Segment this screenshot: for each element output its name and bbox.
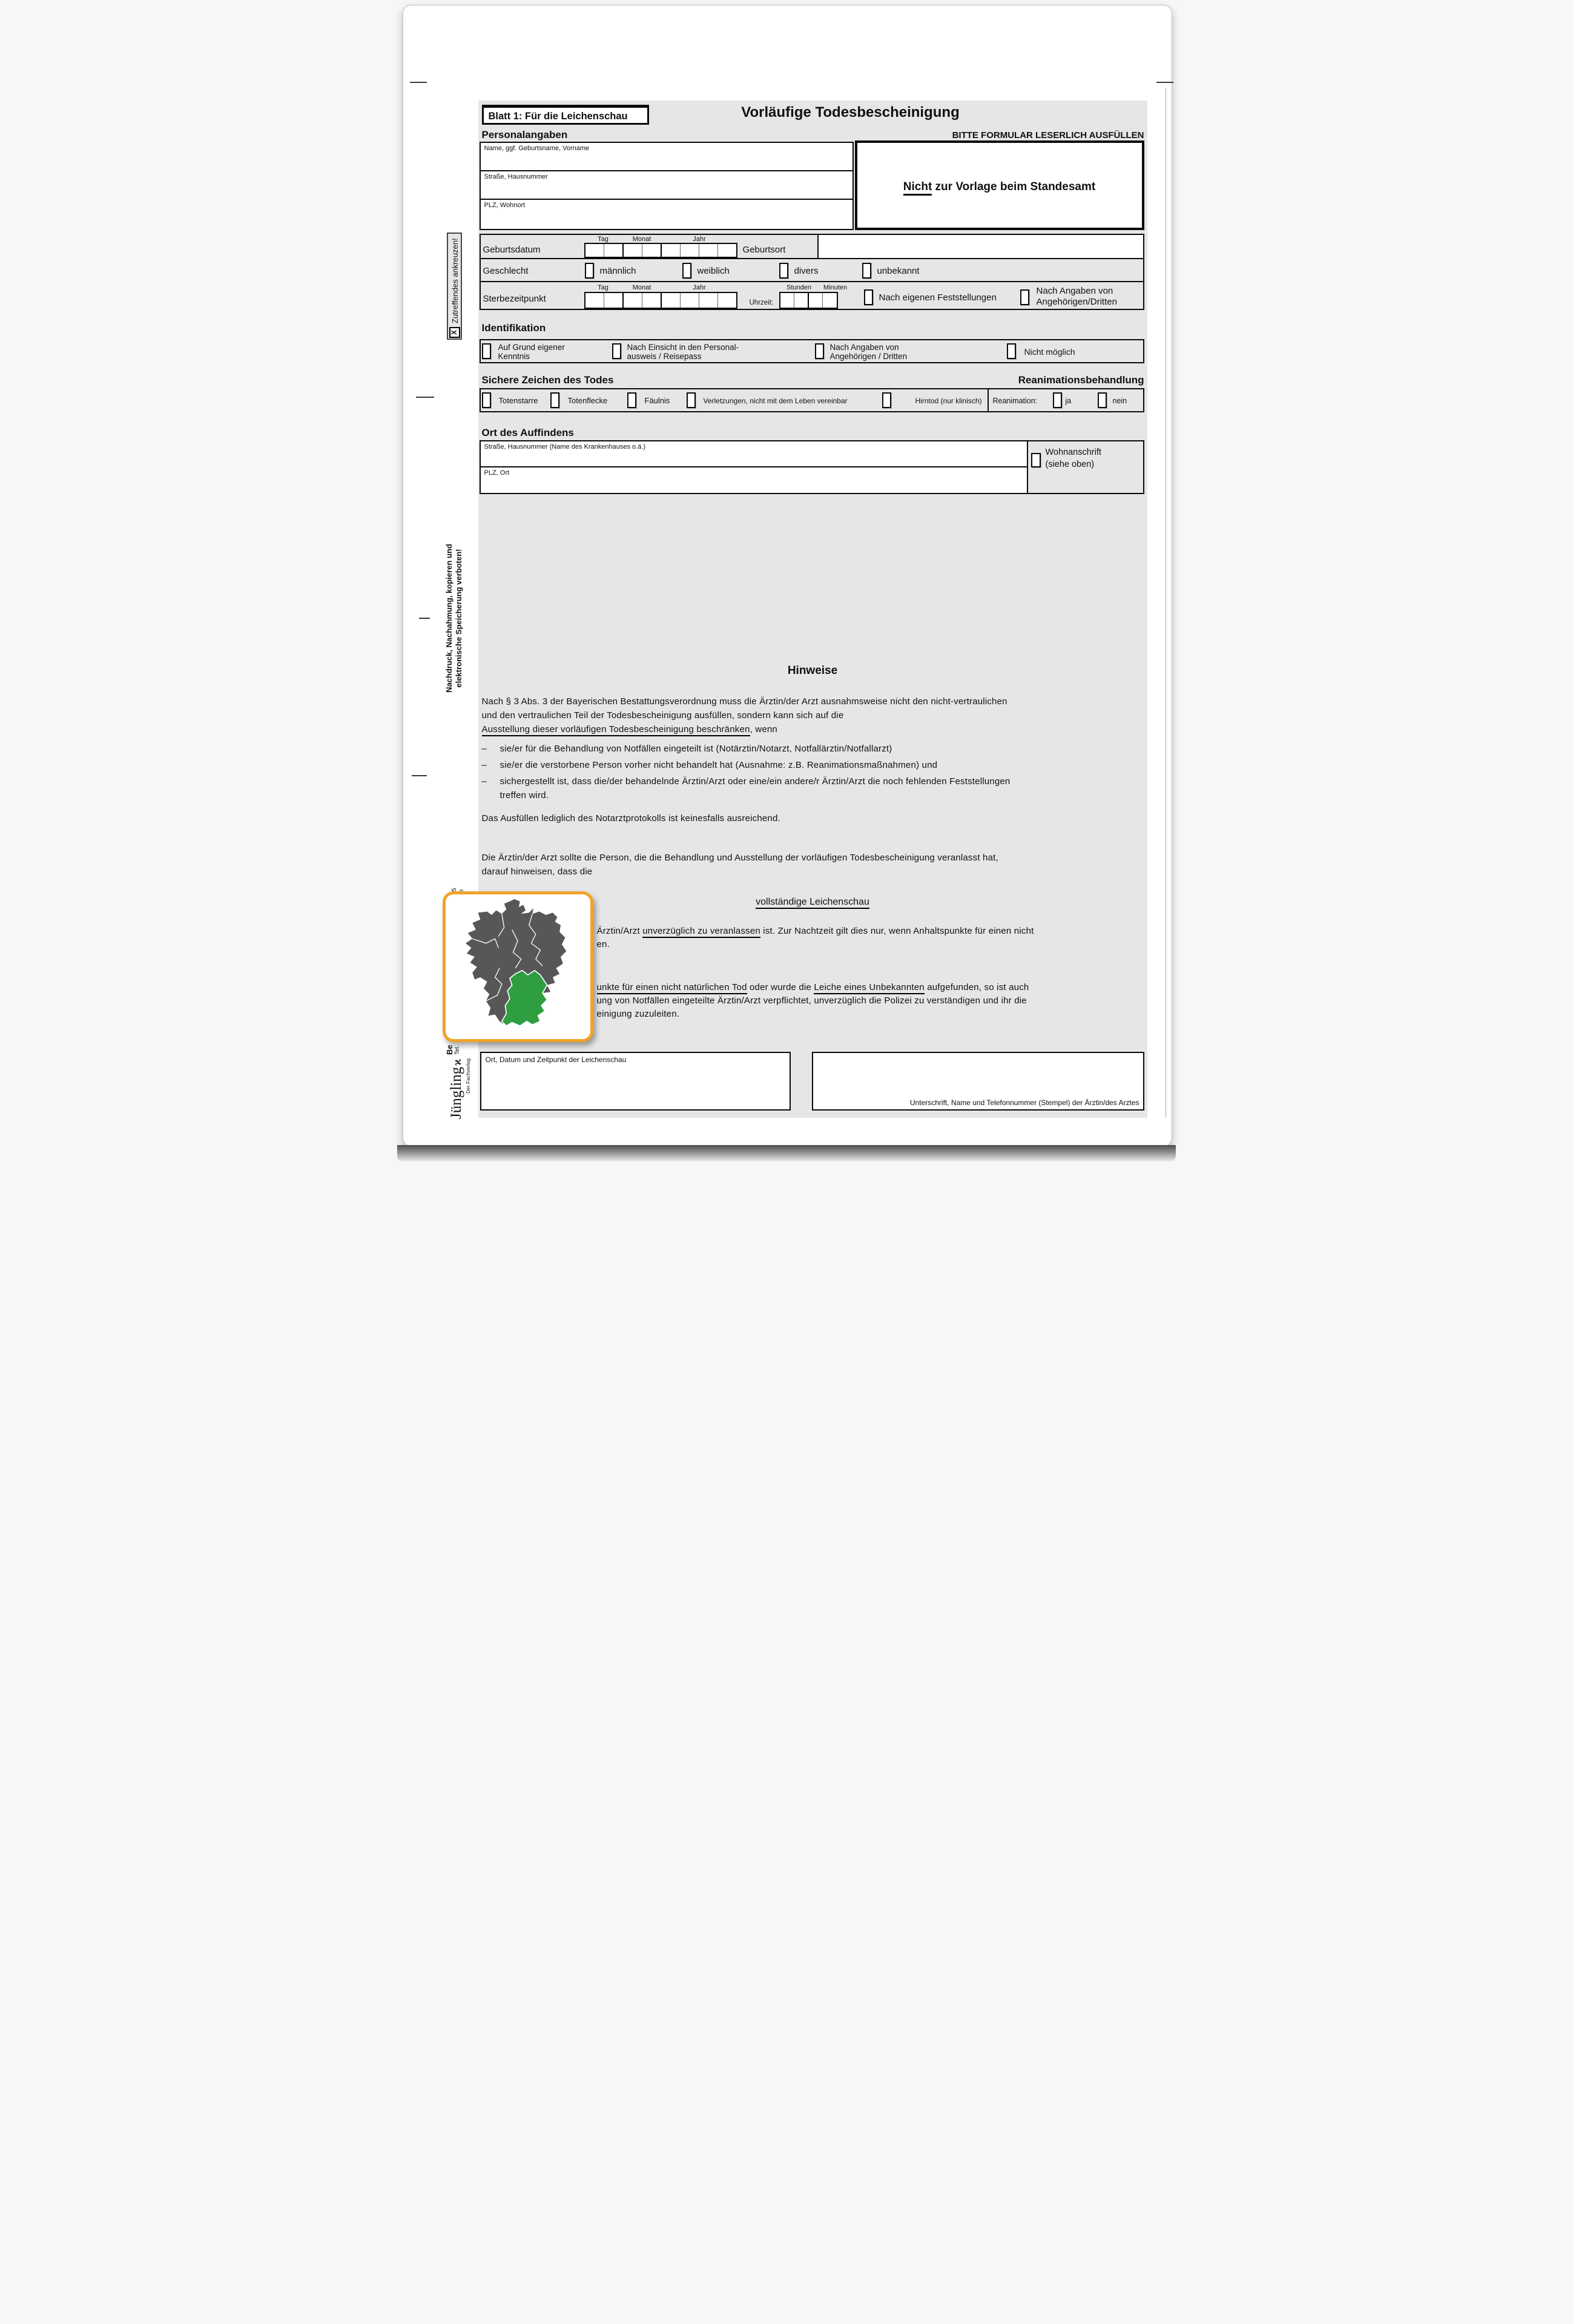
checkbox-maennlich[interactable] [585, 263, 594, 279]
section-personalangaben: Personalangaben [481, 129, 568, 140]
ident-option-label: Nach Angaben von [829, 343, 899, 352]
date-digit-cell[interactable] [662, 293, 681, 308]
name-field[interactable] [480, 142, 854, 171]
death-time-row [480, 281, 1144, 310]
name-field-label: Name, ggf. Geburtsname, Vorname [484, 145, 590, 152]
x-mark-icon: X [449, 327, 460, 338]
birthplace-label: Geburtsort [742, 245, 786, 255]
birthdate-row [480, 234, 1144, 259]
section-reanimationsbehandlung: Reanimationsbehandlung [1018, 374, 1144, 386]
signature-label: Unterschrift, Name und Telefonnummer (Stempel) der Ärztin/des Arztes [909, 1098, 1139, 1107]
section-sichere-zeichen: Sichere Zeichen des Todes [481, 374, 614, 386]
notes-line [482, 724, 777, 735]
death-time-label: Sterbezeitpunkt [483, 294, 546, 304]
checkbox-divers[interactable] [779, 263, 788, 279]
bavaria-logo [443, 891, 593, 1042]
time-digit-cell[interactable] [823, 293, 836, 308]
page-title: Vorläufige Todesbescheinigung [741, 104, 960, 120]
city-field-label: PLZ, Wohnort [484, 202, 526, 209]
time-digit-cell[interactable] [780, 293, 794, 308]
ident-option-label: Angehörigen / Dritten [829, 352, 908, 361]
bottom-shadow [397, 1145, 1176, 1162]
findspot-street-field[interactable] [480, 440, 1028, 467]
wohnanschrift-label-line1: Wohnanschrift [1045, 447, 1101, 457]
checkbox-verletzungen[interactable] [687, 392, 696, 408]
checkbox-reanimation-ja[interactable] [1053, 392, 1062, 408]
sex-label: Geschlecht [483, 266, 529, 276]
section-identifikation: Identifikation [481, 322, 546, 334]
not-for-registry-text: zur Vorlage beim Standesamt [932, 180, 1096, 193]
notes-bullet: sie/er für die Behandlung von Notfällen eingeteilt ist (Notärztin/Notarzt, Notfallärztin/Notfallarzt) [500, 744, 892, 754]
sheet-label: Blatt 1: Für die Leichenschau [488, 111, 628, 122]
checkbox-totenstarre[interactable] [482, 392, 491, 408]
crop-mark [410, 82, 427, 83]
notes-line: Die Ärztin/der Arzt sollte die Person, die die Behandlung und Ausstellung der vorläufigen Todesbescheinigung veranlasst hat, [481, 853, 998, 863]
bullet-dash: – [481, 760, 487, 770]
date-digit-cell[interactable] [662, 244, 681, 257]
germany-map [455, 898, 580, 1036]
death-year-header: Jahr [693, 284, 706, 291]
time-label: Uhrzeit: [749, 299, 774, 306]
not-for-registry-box [855, 140, 1144, 230]
minutes-header: Minuten [823, 284, 848, 291]
reanimation-no-label: nein [1112, 397, 1127, 405]
copyright-note-line1: Nachdruck, Nachahmung, kopieren und [444, 544, 453, 693]
notes-text: ist. Zur Nachtzeit gilt dies nur, wenn Anhaltspunkte für einen nicht [760, 926, 1034, 936]
checkbox-reanimation-nein[interactable] [1098, 392, 1107, 408]
ident-option-label: Nicht möglich [1024, 347, 1075, 357]
publisher-contact-fragment: Tel. [453, 1045, 461, 1055]
time-digit-cell[interactable] [809, 293, 823, 308]
ident-option-label: Auf Grund eigener [498, 343, 565, 352]
birthdate-digit-strip[interactable] [584, 243, 737, 258]
sex-option-label: männlich [599, 266, 636, 276]
bullet-dash: – [481, 744, 487, 754]
publisher-name: Jüngling [447, 1066, 464, 1119]
notes-line-cut: ung von Notfällen eingeteilte Ärztin/Arzt verpflichtet, unverzüglich die Polizei zu verständigen und ihr die [596, 995, 1027, 1006]
birth-year-header: Jahr [693, 236, 706, 243]
checkbox-totenflecke[interactable] [550, 392, 559, 408]
date-digit-cell[interactable] [585, 293, 604, 308]
examination-place-field[interactable] [480, 1052, 791, 1111]
checkbox-by-relatives[interactable] [1020, 289, 1029, 305]
date-digit-cell[interactable] [604, 293, 624, 308]
date-digit-cell[interactable] [681, 293, 699, 308]
checkbox-faeulnis[interactable] [627, 392, 636, 408]
date-digit-cell[interactable] [681, 244, 699, 257]
date-digit-cell[interactable] [699, 293, 718, 308]
city-field[interactable] [480, 199, 854, 230]
publisher-tagline: Der Fachverlag [464, 1058, 471, 1094]
findspot-city-label: PLZ, Ort [484, 469, 510, 477]
ident-option-label: Nach Einsicht in den Personal- [627, 343, 739, 352]
underlined-text: vollständige Leichenschau [756, 897, 869, 909]
sign-option-label: Verletzungen, nicht mit dem Leben vereinbar [703, 397, 848, 405]
birthplace-field[interactable] [817, 235, 1143, 258]
sign-option-label: Totenstarre [498, 396, 538, 405]
checkbox-ident-relatives[interactable] [815, 343, 824, 359]
ident-option-label: Kenntnis [498, 352, 530, 361]
crop-mark [419, 618, 430, 619]
hours-header: Stunden [786, 284, 811, 291]
date-digit-cell[interactable] [624, 244, 642, 257]
checkbox-own-findings[interactable] [864, 289, 873, 305]
notes-heading: Hinweise [787, 664, 838, 677]
examination-place-label: Ort, Datum und Zeitpunkt der Leichenschau [485, 1055, 627, 1064]
notes-line: Nach § 3 Abs. 3 der Bayerischen Bestattungsverordnung muss die Ärztin/der Arzt ausnahmsweise nicht den nicht-vertraulichen [481, 696, 1007, 707]
notes-bullet: treffen wird. [500, 790, 549, 801]
wohnanschrift-label-line2: (siehe oben) [1045, 460, 1095, 469]
checkbox-unbekannt[interactable] [862, 263, 871, 279]
crop-mark [412, 775, 427, 776]
notes-bullet: sichergestellt ist, dass die/der behandelnde Ärztin/Arzt oder eine/ein andere/r Ärztin/Arzt die noch fehlenden Feststellungen [500, 776, 1011, 787]
checkbox-hirntod[interactable] [882, 392, 891, 408]
death-month-header: Monat [632, 284, 651, 291]
notes-text: , wenn [750, 724, 777, 735]
publisher-logo-rotated [444, 1043, 473, 1119]
notes-line: und den vertraulichen Teil der Todesbescheinigung ausfüllen, sondern kann sich auf die [481, 710, 844, 721]
identification-box [480, 339, 1144, 363]
reanimation-label: Reanimation: [992, 397, 1038, 405]
underlined-text: unverzüglich zu veranlassen [642, 926, 760, 938]
findspot-street-label: Straße, Hausnummer (Name des Krankenhauses o.ä.) [484, 443, 646, 451]
underlined-text: Leiche eines Unbekannten [814, 982, 924, 994]
date-digit-cell[interactable] [624, 293, 642, 308]
sex-row [480, 258, 1144, 282]
own-findings-label: Nach eigenen Feststellungen [879, 292, 997, 303]
death-day-header: Tag [598, 284, 608, 291]
notes-text: oder wurde die [747, 982, 814, 992]
checkbox-own-knowledge[interactable] [482, 343, 491, 359]
fill-notice: BITTE FORMULAR LESERLICH AUSFÜLLEN [952, 130, 1144, 140]
copyright-note-line2: elektronische Speicherung verboten! [453, 549, 463, 688]
birth-month-header: Monat [632, 236, 651, 243]
divider [988, 389, 989, 411]
notes-line-cut: en. [596, 939, 610, 949]
time-digit-cell[interactable] [794, 293, 809, 308]
ident-option-label: ausweis / Reisepass [627, 352, 702, 361]
street-field-label: Straße, Hausnummer [484, 173, 548, 180]
notes-text: aufgefunden, so ist auch [924, 982, 1029, 992]
checkbox-weiblich[interactable] [682, 263, 691, 279]
underlined-text: unkte für einen nicht natürlichen Tod [597, 982, 747, 994]
death-clock-digit-strip[interactable] [779, 292, 838, 309]
date-digit-cell[interactable] [585, 244, 604, 257]
notes-line-cut [597, 926, 1034, 936]
section-ort-des-auffindens: Ort des Auffindens [481, 427, 574, 438]
birth-day-header: Tag [598, 236, 608, 243]
death-signs-box [480, 388, 1144, 412]
death-date-digit-strip[interactable] [584, 292, 737, 309]
crop-mark [416, 397, 434, 398]
date-digit-cell[interactable] [699, 244, 718, 257]
date-digit-cell[interactable] [718, 244, 736, 257]
by-relatives-label-line1: Nach Angaben von [1036, 286, 1113, 296]
sex-option-label: unbekannt [877, 266, 920, 276]
by-relatives-label-line2: Angehörigen/Dritten [1036, 297, 1117, 307]
birthdate-label: Geburtsdatum [483, 245, 541, 255]
sheet-label-box [482, 105, 649, 125]
underlined-text: Ausstellung dieser vorläufigen Todesbescheinigung beschränken [482, 724, 750, 736]
sign-option-label: Hirntod (nur klinisch) [915, 397, 982, 405]
checkbox-id-document[interactable] [612, 343, 621, 359]
sign-option-label: Totenflecke [567, 396, 608, 405]
crop-mark [1156, 82, 1173, 83]
notes-line: darauf hinweisen, dass die [481, 867, 593, 877]
notes-bullet: sie/er die verstorbene Person vorher nicht behandelt hat (Ausnahme: z.B. Reanimationsmaßnahmen) und [500, 760, 938, 770]
publisher-contact-fragment: Be [444, 1045, 454, 1055]
bullet-dash: – [481, 776, 487, 787]
not-word: Nicht [903, 180, 932, 196]
date-digit-cell[interactable] [604, 244, 624, 257]
date-digit-cell[interactable] [642, 293, 662, 308]
notes-line-cut [597, 982, 1029, 992]
scanned-form-page [394, 0, 1180, 1162]
publisher-symbol-icon: ϰ [450, 1058, 464, 1066]
signature-field[interactable] [812, 1052, 1144, 1111]
sex-option-label: divers [794, 266, 819, 276]
reanimation-yes-label: ja [1065, 397, 1072, 405]
street-field[interactable] [480, 170, 854, 200]
notes-text: Ärztin/Arzt [596, 926, 643, 936]
check-note-rotated [449, 234, 461, 338]
copyright-note-rotated [444, 543, 465, 694]
sex-option-label: weiblich [697, 266, 730, 276]
notes-line-cut: einigung zuzuleiten. [596, 1009, 680, 1019]
findspot-city-field[interactable] [480, 466, 1028, 494]
check-note-text: Zutreffendes ankreuzen! [450, 238, 459, 323]
sign-option-label: Fäulnis [644, 396, 670, 405]
checkbox-wohnanschrift[interactable] [1031, 453, 1041, 467]
checkbox-not-possible[interactable] [1007, 343, 1016, 359]
date-digit-cell[interactable] [642, 244, 662, 257]
notes-line: Das Ausfüllen lediglich des Notarztprotokolls ist keinesfalls ausreichend. [481, 813, 780, 824]
date-digit-cell[interactable] [718, 293, 736, 308]
